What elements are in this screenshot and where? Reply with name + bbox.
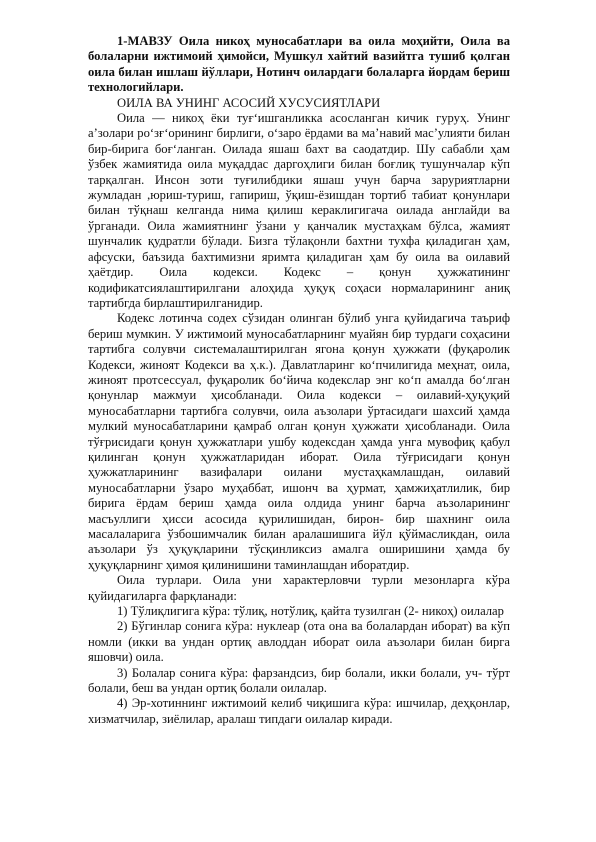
list-item: 2) Бўгинлар сонига кўра: нуклеар (ота она ва болалардан иборат) ва кўп номли (икки ва ундан ортиқ авлоддан иборат оила аъзолари билан бирга яшовчи) оила. xyxy=(88,619,510,665)
section-heading: ОИЛА ВА УНИНГ АСОСИЙ ХУСУСИЯТЛАРИ xyxy=(117,95,381,110)
paragraph-family-definition: Оила — никоҳ ёки туғ‘ишганликка асосланган кичик гуруҳ. Унинг а’золари ро‘зғ‘орининг бирлиги, о‘заро ёрдами ва ма’навий мас’улияти билан бир-бирига боғ‘ланган. Оилада яшаш бахт ва саодатдир. Шу сабабли ҳам ўзбек жамиятида оила муқаддас даргоҳлиги билан боғлиқ тушунчалар кўп тарқалган. Инсон зоти туғилибдики яшаш учун барча заруриятларни жумладан ,юриш-туриш, гапириш, ўқиш-ёзишдан тортиб табиат қонунлари билан тўқнаш келганда нима қилиш кераклигигача оилада англайди ва ўрганади. Оила жамиятнинг ўзани у қанчалик мустаҳкам бўлса, жамият шунчалик қудратли бўлади. Бизга тўлақонли бахтни тухфа қиладиган ҳам, афсуски, баъзида бахтимизни яримта қиладиган ҳам бу оила ва оилавий ҳаётдир. Оила кодекси. Кодекс – қонун ҳужжатининг кодификатсиялаштирилгани алоҳида ҳуқуқ соҳаси нормаларининг аниқ тартибгда бирлаштирилганидир. xyxy=(88,111,510,310)
list-item: 3) Болалар сонига кўра: фарзандсиз, бир болали, икки болали, уч- тўрт болали, беш ва ундан ортиқ болали оилалар. xyxy=(88,665,510,696)
list-item: 4) Эр-хотиннинг ижтимоий келиб чиқишига кўра: ишчилар, деҳқонлар, хизматчилар, зиёлилар, аралаш типдаги оилалар киради. xyxy=(88,696,510,726)
paragraph-family-types: Оила турлари. Оила уни характерловчи турли мезонларга кўра қуйидагиларга фарқланади: xyxy=(88,573,510,603)
list-item: 1) Тўлиқлигига кўра: тўлиқ, нотўлиқ, қайта тузилган (2- никоҳ) оилалар xyxy=(117,604,504,619)
document-title: 1-МАВЗУ Оила никоҳ муносабатлари ва оила моҳийти, Оила ва болаларни ижтимоий ҳимойси, Мушкул хайтий вазийтга тушиб қолган оила билан ишлаш йўллари, Нотинч оилардаги болаларга йордам бериш технологийлари. xyxy=(88,34,510,95)
paragraph-family-code: Кодекс лотинча содех сўзидан олинган бўлиб унга қуйидагича таъриф бериш мумкин. У ижтимоий муносабатларнинг муайян бир турдаги соҳасини тартибга солувчи системалаштирилган ягона қонун ҳужжати (фуқаролик Кодекси, жиноят Кодекси ва ҳ.к.). Давлатларинг ко‘пчилигида меҳнат, оила, жиноят протсессуал, фуқаролик бо‘йича кодекслар энг ко‘п амалда бо‘лган қонунлар мажмуи ҳисобланади. Оила кодекси – оилавий-ҳуқуқий муносабатларни тартибга солувчи, оила аъзолари ўртасидаги шахсий ҳамда мулкий муносабатларини қамраб олган қонун ҳужжати ҳисобланади. Оила тўғрисидаги қонун ҳужжатлари ушбу кодексдан ҳамда унга мувофиқ қабул қилинган қонун ҳужжатларидан иборат. Оила тўғрисидаги қонун ҳужжатларининг вазифалари оилани мустаҳкамлашдан, оилавий муносабатларни ўзаро муҳаббат, ишонч ва ҳурмат, ҳамжиҳатлилик, бир бирига ёрдам бериш ҳамда оила олдида унинг барча аъзоларининг масъуллиги ҳисси асосида қурилишидан, бирон- бир шахнинг оила масалаларига ўзбошимчалик билан аралашишига йўл қўймасликдан, оила аъзолари ўз ҳуқуқларини тўсқинликсиз амалга оширишини ҳамда бу ҳуқуқларнинг ҳимоя қилинишини таминлашдан иборатдир. xyxy=(88,311,510,572)
document-page xyxy=(88,34,510,727)
